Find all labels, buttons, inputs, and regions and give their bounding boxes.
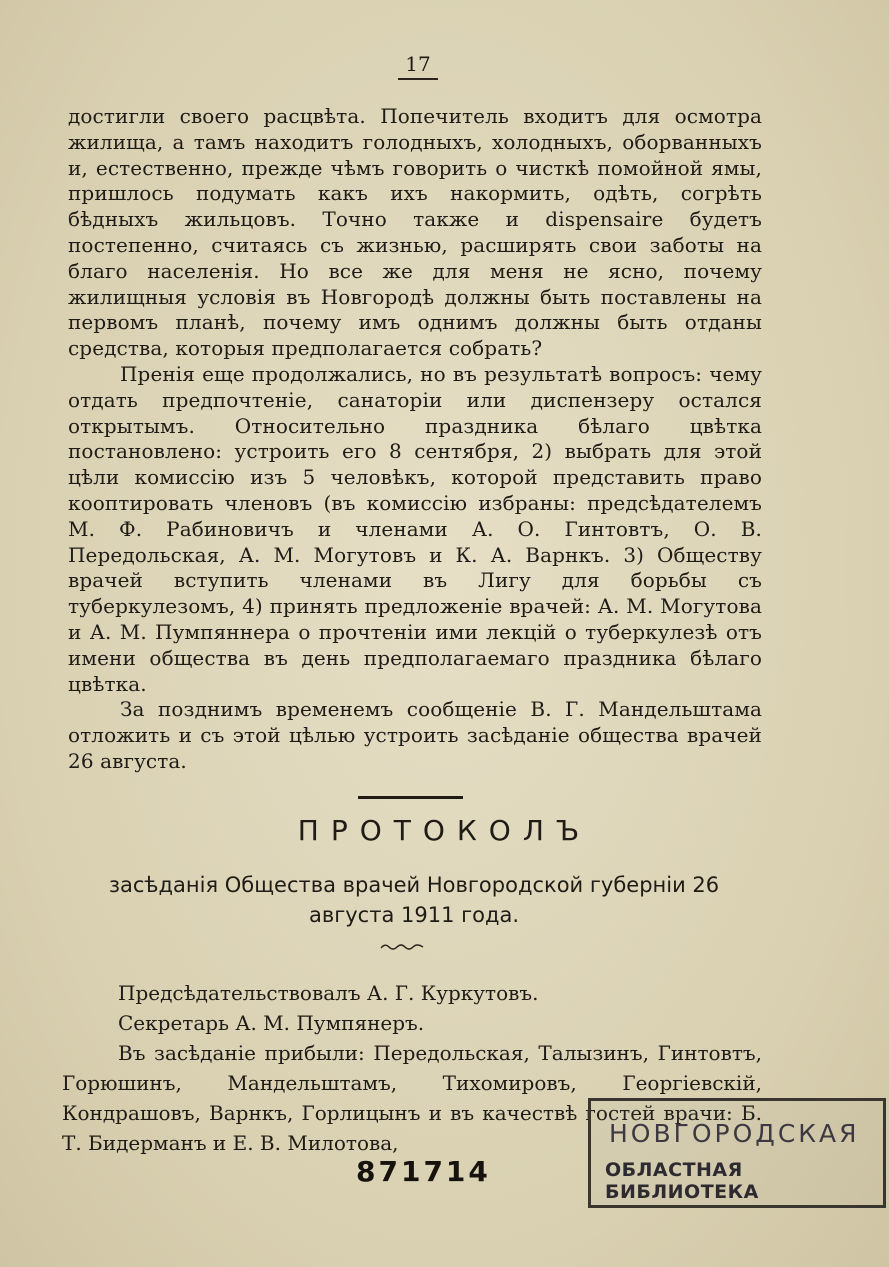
tilde-ornament bbox=[380, 942, 424, 952]
protocol-subheading: засѣданія Общества врачей Новгородской губерніи 26 августа 1911 года. bbox=[108, 873, 720, 927]
minutes-chair-line: Предсѣдательствовалъ А. Г. Куркутовъ. bbox=[118, 981, 539, 1005]
stamp-line-2: ОБЛАСТНАЯ БИБЛИОТЕКА bbox=[605, 1159, 759, 1203]
minutes-attendees-line: Въ засѣданіе прибыли: Передольская, Талызинъ, Гинтовтъ, Горюшинъ, Мандельштамъ, Тихомировъ, Георгіевскій, Кондрашовъ, Варнкъ, Горлицынъ и въ качествѣ гостей врачи: Б. Т. Бидерманъ и Е. В. Милотова, bbox=[62, 1041, 762, 1155]
body-paragraph: За позднимъ временемъ сообщеніе В. Г. Мандельштама отложить и съ этой цѣлью устроить засѣданіе общества врачей 26 августа. bbox=[68, 697, 762, 773]
library-stamp bbox=[588, 1098, 886, 1208]
body-paragraph: Пренія еще продолжались, но въ результатѣ вопросъ: чему отдать предпочтеніе, санаторіи или диспензеру остался открытымъ. Относительно праздника бѣлаго цвѣтка постановлено: устроить его 8 сентября, 2) выбрать для этой цѣли комиссію изъ 5 человѣкъ, которой представить право кооптировать членовъ (въ комиссію избраны: предсѣдателемъ М. Ф. Рабиновичъ и членами А. О. Гинтовтъ, О. В. Передольская, А. М. Могутовъ и К. А. Варнкъ. 3) Обществу врачей вступить членами въ Лигу для борьбы съ туберкулезомъ, 4) принять предложеніе врачей: А. М. Могутова и А. М. Пумпяннера о прочтеніи ими лекцій о туберкулезѣ отъ имени общества въ день предполагаемаго праздника бѣлаго цвѣтка. bbox=[68, 361, 762, 696]
stamp-line-1: НОВГОРОДСКАЯ bbox=[609, 1119, 860, 1148]
protocol-heading: ПРОТОКОЛЪ bbox=[297, 814, 592, 847]
body-text bbox=[68, 104, 762, 775]
section-divider bbox=[358, 796, 463, 799]
body-paragraph: достигли своего расцвѣта. Попечитель входитъ для осмотра жилища, а тамъ находитъ голодныхъ, холодныхъ, оборванныхъ и, естественно, прежде чѣмъ говорить о чисткѣ помойной ямы, пришлось подумать какъ ихъ накормить, одѣть, согрѣть бѣдныхъ жильцовъ. Точно также и dispensaire будетъ постепенно, считаясь съ жизнью, расширять свои заботы на благо населенія. Но все же для меня не ясно, почему жилищныя условія въ Новгородѣ должны быть поставлены на первомъ планѣ, почему имъ однимъ должны быть отданы средства, которыя предполагается собрать? bbox=[68, 104, 762, 361]
page-number: 17 bbox=[398, 52, 438, 80]
minutes-secretary-line: Секретарь А. М. Пумпянеръ. bbox=[118, 1011, 425, 1035]
inventory-number: 871714 bbox=[356, 1155, 491, 1188]
